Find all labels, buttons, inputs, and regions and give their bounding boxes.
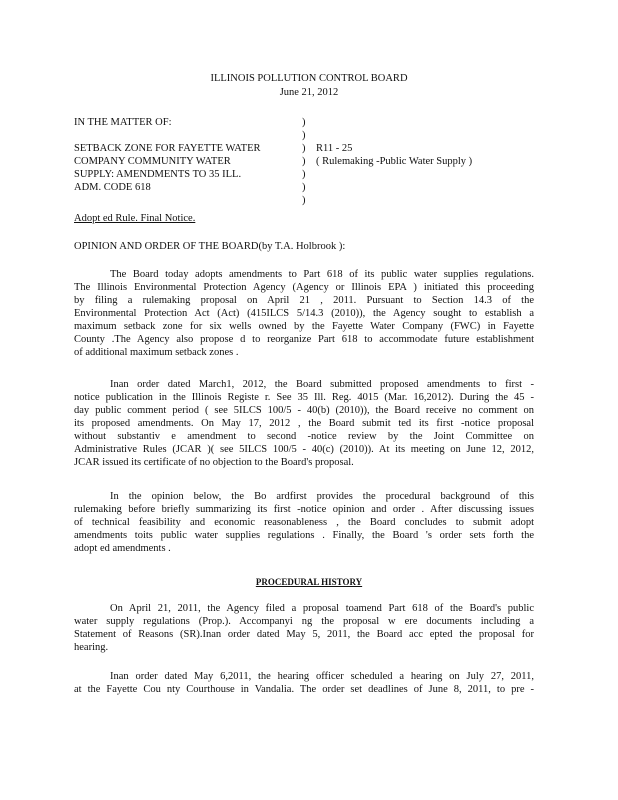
text-line: The Board today adopts amendments to Part 618 of its public water supplies regulations. [110, 269, 534, 280]
text-line: rulemaking before briefly summarizing its first -notice opinion and order . After discussing issues [74, 504, 534, 515]
text-line: In the opinion below, the Bo ardfirst provides the procedural background of this [110, 491, 534, 502]
text-line: hearing. [74, 642, 109, 653]
document-date: June 21, 2012 [279, 87, 339, 98]
caption-paren: ) [302, 143, 306, 154]
rulemaking-type: ( Rulemaking -Public Water Supply ) [316, 156, 473, 167]
case-caption [74, 142, 260, 194]
caption-paren: ) [302, 182, 306, 193]
procedural-history-heading: PROCEDURAL HISTORY [255, 577, 363, 587]
caption-line: COMPANY COMMUNITY WATER [74, 156, 231, 167]
text-line: Inan order dated May 6,2011, the hearing officer scheduled a hearing on July 27, 2011, [110, 671, 534, 682]
opinion-heading: OPINION AND ORDER OF THE BOARD(by T.A. Holbrook ): [74, 241, 346, 252]
text-line: of additional maximum setback zones . [74, 347, 239, 358]
text-line: amendments toits public water supplies regulations . Finally, the Board 's order sets forth the [74, 530, 534, 541]
caption-line: SUPPLY: AMENDMENTS TO 35 ILL. [74, 169, 242, 180]
paragraph-overview [74, 490, 534, 555]
paragraph-first-notice [74, 378, 534, 469]
text-line: County .The Agency also propose d to reorganize Part 618 to accommodate future establishment [74, 334, 534, 345]
text-line: Administrative Rules (JCAR )( see 5ILCS 100/5 - 40(c) (2010)). At its meeting on June 12, 2012, [74, 444, 534, 455]
text-line: without substantiv e amendment to second -notice review by the Joint Committee on [74, 431, 534, 442]
text-line: day public comment period ( see 5ILCS 100/5 - 40(b) (2010)), the Board receive no comment on [74, 405, 534, 416]
text-line: its proposed amendments. On May 17, 2012 , the Board submit ted its first -notice proposal [74, 418, 534, 429]
text-line: Statement of Reasons (SR).Inan order dated May 5, 2011, the Board acc epted the proposal for [74, 629, 534, 640]
text-line: maximum setback zone for six wells owned by the Fayette Water Company (FWC) in Fayette [74, 321, 534, 332]
text-line: Inan order dated March1, 2012, the Board submitted proposed amendments to first - [110, 379, 534, 390]
caption-paren: ) [302, 117, 306, 128]
text-line: On April 21, 2011, the Agency filed a proposal toamend Part 618 of the Board's public [110, 603, 534, 614]
board-name: ILLINOIS POLLUTION CONTROL BOARD [210, 73, 408, 84]
text-line: by filing a rulemaking proposal on April 21 , 2011. Pursuant to Section 14.3 of the [74, 295, 534, 306]
caption-paren: ) [302, 195, 306, 206]
paragraph-hearing [74, 670, 534, 696]
caption-paren: ) [302, 156, 306, 167]
caption-line: SETBACK ZONE FOR FAYETTE WATER [74, 143, 261, 154]
caption-line: ADM. CODE 618 [74, 182, 151, 193]
text-line: Environmental Protection Act (Act) (415ILCS 5/14.3 (2010)), the Agency sought to establish a [74, 308, 534, 319]
adopted-rule-label: Adopt ed Rule. Final Notice. [74, 213, 196, 224]
docket-number: R11 - 25 [316, 143, 353, 154]
text-line: JCAR issued its certificate of no objection to the Board's proposal. [74, 457, 354, 468]
text-line: adopt ed amendments . [74, 543, 171, 554]
matter-label: IN THE MATTER OF: [74, 117, 172, 128]
caption-paren: ) [302, 169, 306, 180]
text-line: at the Fayette Cou nty Courthouse in Vandalia. The order set deadlines of June 8, 2011, to pre - [74, 684, 534, 695]
text-line: notice publication in the Illinois Registe r. See 35 Ill. Reg. 4015 (Mar. 16,2012). During the 45 - [74, 392, 534, 403]
text-line: The Illinois Environmental Protection Agency (Agency or Illinois EPA ) initiated this proceeding [74, 282, 534, 293]
paragraph-proposal [74, 602, 534, 654]
text-line: of technical feasibility and economic reasonableness , the Board concludes to submit adopt [74, 517, 534, 528]
caption-paren: ) [302, 130, 306, 141]
paragraph-intro [74, 268, 534, 359]
text-line: water supply regulations (Prop.). Accompanyi ng the proposal w ere documents including a [74, 616, 534, 627]
